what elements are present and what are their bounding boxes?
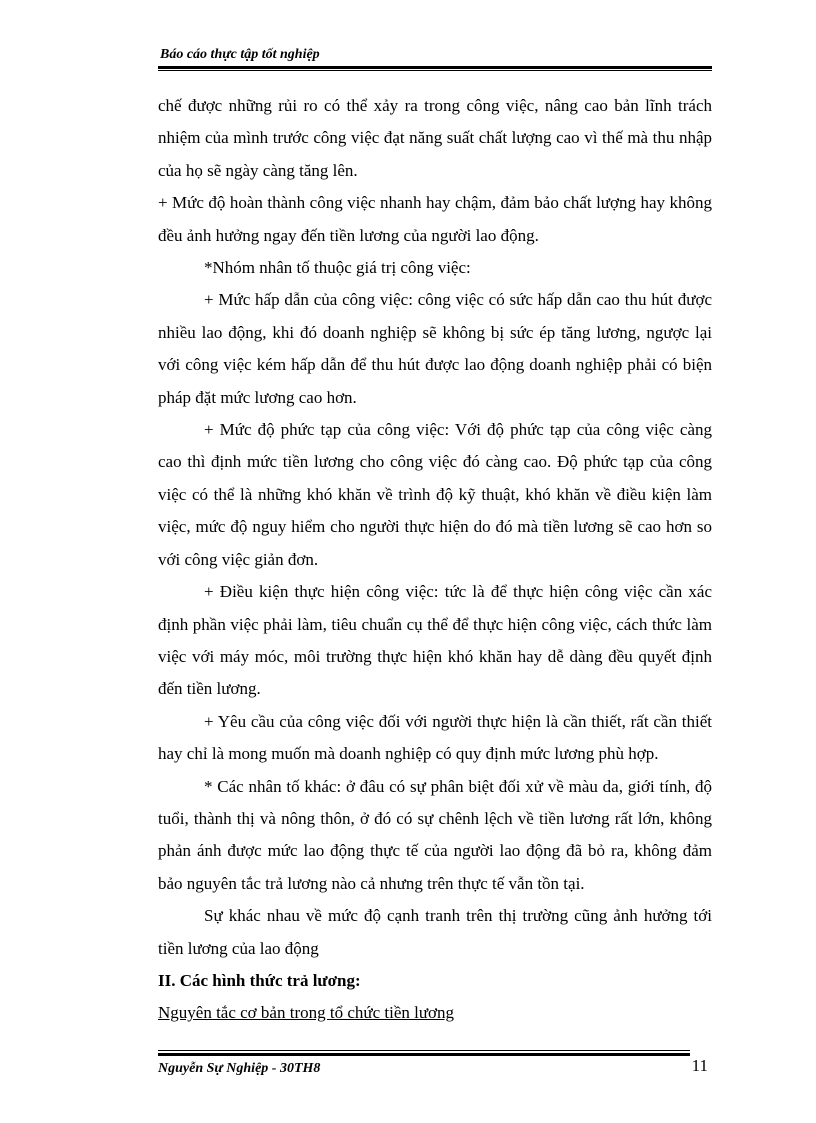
page-number: 11 [691, 1056, 708, 1075]
footer-author: Nguyễn Sự Nghiệp - 30TH8 [158, 1061, 321, 1076]
paragraph: + Mức độ hoàn thành công việc nhanh hay chậm, đảm bảo chất lượng hay không đều ảnh hưởng ngay đến tiền lương của người lao động. [158, 193, 712, 245]
document-body [158, 90, 712, 1030]
paragraph: Sự khác nhau về mức độ cạnh tranh trên thị trường cũng ảnh hưởng tới tiền lương của lao động [158, 906, 712, 958]
paragraph: chế được những rủi ro có thể xảy ra trong công việc, nâng cao bản lĩnh trách nhiệm của mình trước công việc đạt năng suất chất lượng cao vì thế mà thu nhập của họ sẽ ngày càng tăng lên. [158, 96, 712, 180]
paragraph: + Điều kiện thực hiện công việc: tức là để thực hiện công việc cần xác định phần việc phải làm, tiêu chuẩn cụ thể để thực hiện công việc, cách thức làm việc với máy móc, môi trường thực hiện khó khăn hay dễ dàng đều quyết định đến tiền lương. [158, 582, 712, 699]
paragraph: + Mức độ phức tạp của công việc: Với độ phức tạp của công việc càng cao thì định mức tiền lương cho công việc đó càng cao. Độ phức tạp của công việc có thể là những khó khăn về trình độ kỹ thuật, khó khăn về điều kiện làm việc, mức độ nguy hiểm cho người thực hiện do đó mà tiền lương sẽ cao hơn so với công việc giản đơn. [158, 420, 712, 569]
page-footer [158, 1050, 712, 1080]
paragraph: + Yêu cầu của công việc đối với người thực hiện là cần thiết, rất cần thiết hay chỉ là mong muốn mà doanh nghiệp có quy định mức lương phù hợp. [158, 711, 712, 764]
header-title: Báo cáo thực tập tốt nghiệp [160, 47, 320, 62]
paragraph: + Mức hấp dẫn của công việc: công việc có sức hấp dẫn cao thu hút được nhiều lao động, khi đó doanh nghiệp sẽ không bị sức ép tăng lương, ngược lại với công việc kém hấp dẫn để thu hút được lao động doanh nghiệp phải có biện pháp đặt mức lương cao hơn. [158, 290, 712, 407]
paragraph: * Các nhân tố khác: ở đâu có sự phân biệt đối xử về màu da, giới tính, độ tuổi, thành thị và nông thôn, ở đó có sự chênh lệch về tiền lương rất lớn, không phản ánh được mức lao động thực tế của người lao động đã bỏ ra, không đảm bảo nguyên tắc trả lương nào cả nhưng trên thực tế vẫn tồn tại. [158, 776, 712, 893]
footer-rule-thin [158, 1050, 690, 1051]
paragraph: *Nhóm nhân tố thuộc giá trị công việc: [204, 258, 471, 278]
section-heading: II. Các hình thức trả lương: [158, 970, 361, 990]
footer-rule [158, 1053, 690, 1056]
page-header [158, 46, 712, 71]
subheading: Nguyên tắc cơ bản trong tổ chức tiền lương [158, 1003, 455, 1023]
header-rule [158, 66, 712, 69]
header-rule-thin [158, 70, 712, 71]
